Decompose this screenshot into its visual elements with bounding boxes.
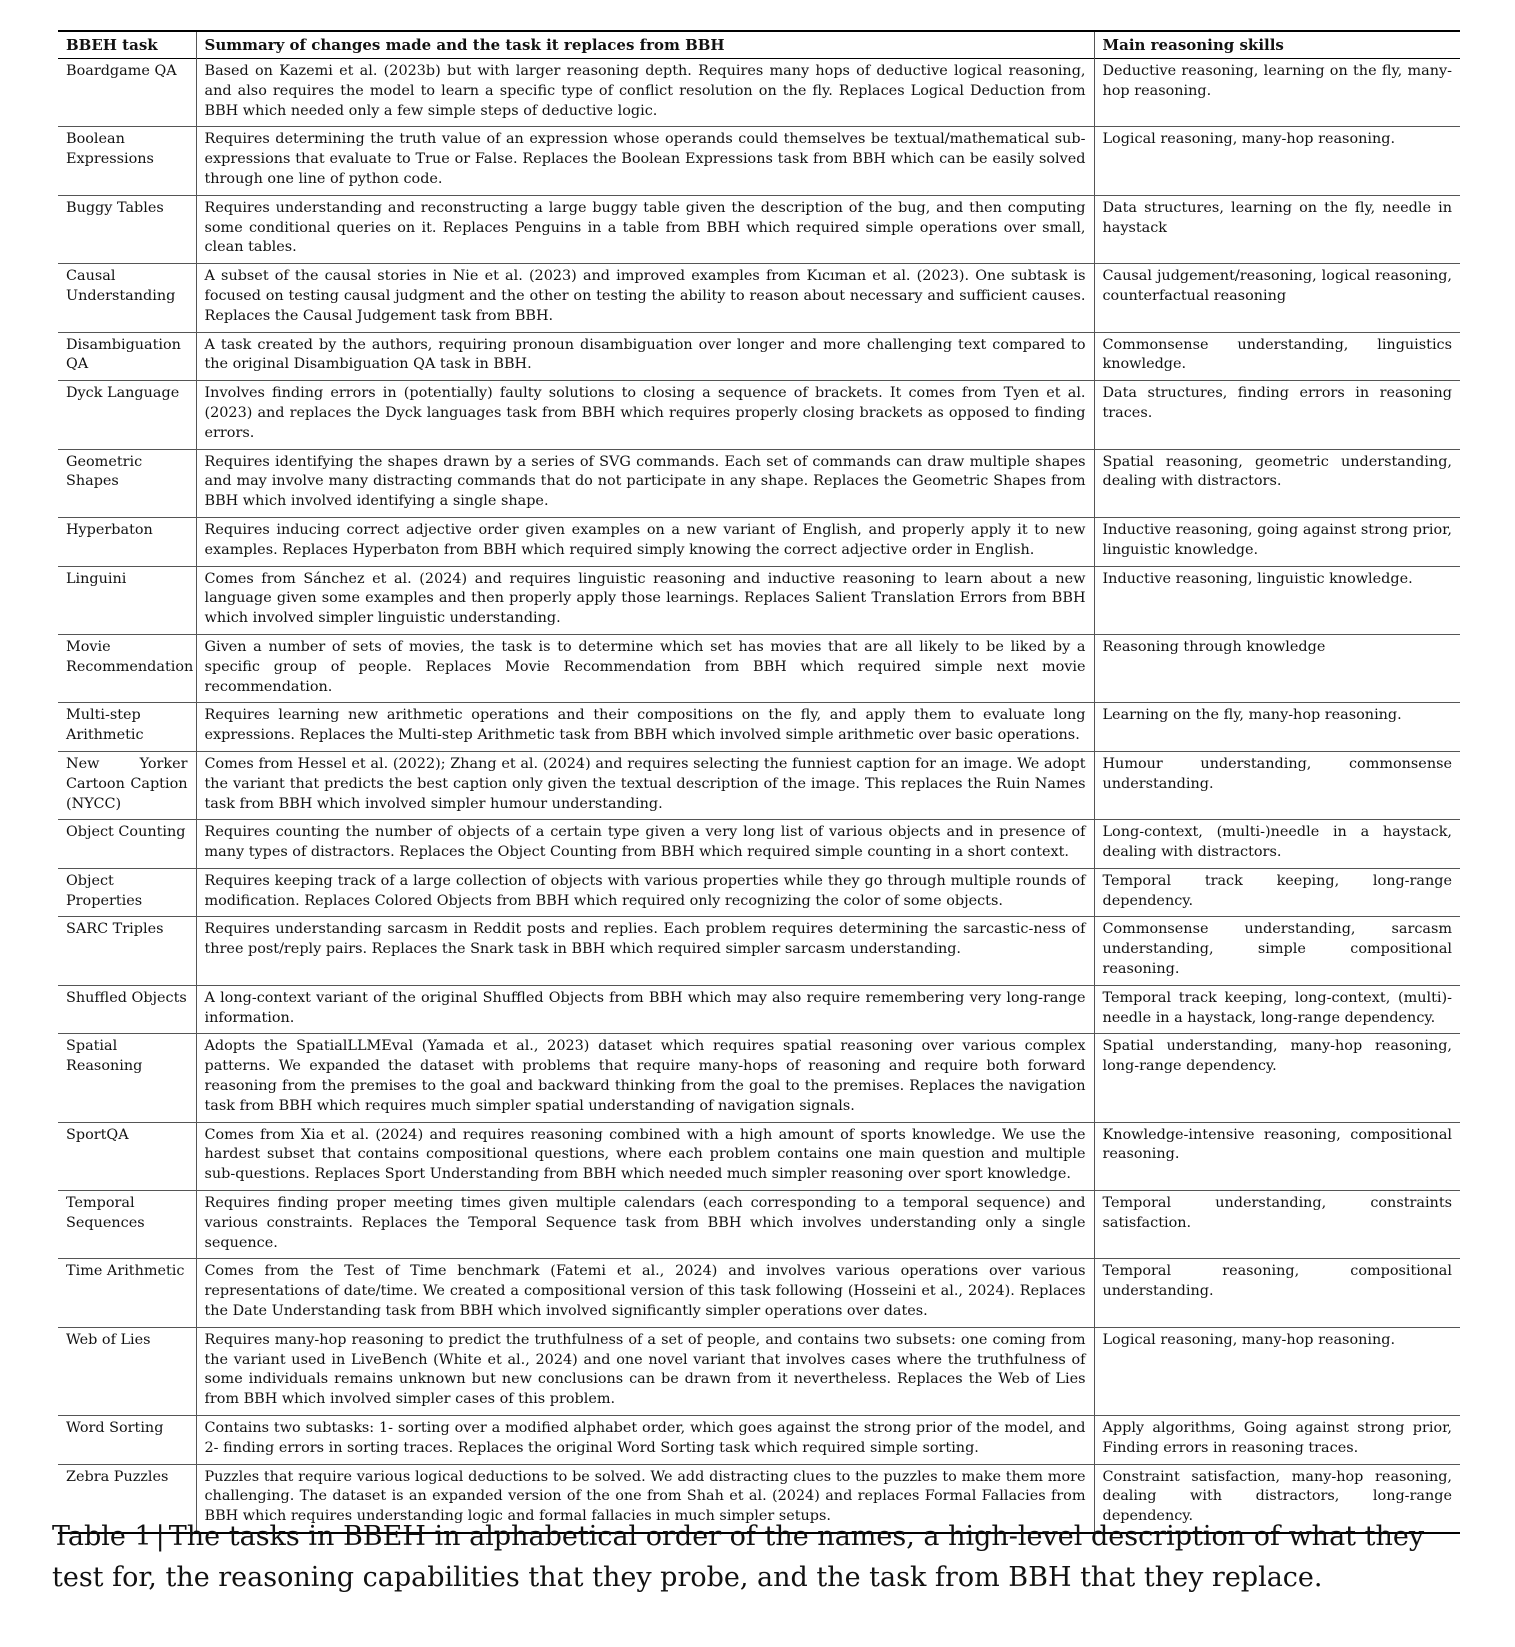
table-row — [58, 195, 1460, 263]
table-row — [58, 59, 1460, 127]
table-row — [58, 1416, 1460, 1465]
summary-cell: Comes from Xia et al. (2024) and requires reasoning combined with a high amount of sports knowledge. We use the hardest subset that contains compositional questions, where each problem contains one main question and multiple sub-questions. Replaces Sport Understanding from BBH which needed much simpler reasoning over sport knowledge. — [196, 1122, 1094, 1190]
header-skills: Main reasoning skills — [1094, 31, 1460, 59]
summary-cell: A task created by the authors, requiring pronoun disambiguation over longer and more challenging text compared to the original Disambiguation QA task in BBH. — [196, 332, 1094, 381]
task-cell: SportQA — [66, 1126, 129, 1143]
header-summary: Summary of changes made and the task it replaces from BBH — [196, 31, 1094, 59]
skills-cell: Constraint satisfaction, many-hop reasoning, dealing with distractors, long-range dependency. — [1094, 1464, 1460, 1533]
summary-cell: Requires counting the number of objects of a certain type given a very long list of various objects and in presence of many types of distractors. Replaces the Object Counting from BBH which required simple counting in a short context. — [196, 820, 1094, 869]
caption-separator: | — [155, 1521, 165, 1552]
summary-cell: Requires understanding and reconstructing a large buggy table given the description of the bug, and then computing some conditional queries on it. Replaces Penguins in a table from BBH which required simple operations over small, clean tables. — [196, 195, 1094, 263]
skills-cell: Logical reasoning, many-hop reasoning. — [1094, 127, 1460, 195]
skills-cell: Commonsense understanding, linguistics knowledge. — [1094, 332, 1460, 381]
table-row — [58, 868, 1460, 917]
table-row — [58, 1259, 1460, 1327]
summary-cell: Requires learning new arithmetic operations and their compositions on the fly, and apply them to evaluate long expressions. Replaces the Multi-step Arithmetic task from BBH which involved simple arithmetic over basic operations. — [196, 703, 1094, 752]
summary-cell: Comes from Hessel et al. (2022); Zhang et al. (2024) and requires selecting the funniest caption for an image. We adopt the variant that predicts the best caption only given the textual description of the image. This replaces the Ruin Names task from BBH which involved simpler humour understanding. — [196, 751, 1094, 819]
summary-cell: Requires keeping track of a large collection of objects with various properties while they go through multiple rounds of modification. Replaces Colored Objects from BBH which required only recognizing the color of some objects. — [196, 868, 1094, 917]
skills-cell: Temporal track keeping, long-range dependency. — [1094, 868, 1460, 917]
summary-cell: Involves finding errors in (potentially) faulty solutions to closing a sequence of brackets. It comes from Tyen et al. (2023) and replaces the Dyck languages task from BBH which requires properly closing brackets as opposed to finding errors. — [196, 381, 1094, 449]
skills-cell: Apply algorithms, Going against strong prior, Finding errors in reasoning traces. — [1094, 1416, 1460, 1465]
table-header-row — [58, 31, 1460, 59]
table-row — [58, 703, 1460, 752]
summary-cell: Comes from Sánchez et al. (2024) and requires linguistic reasoning and inductive reasoning to learn about a new language given some examples and then properly apply those learnings. Replaces Salient Translation Errors from BBH which involved simpler linguistic understanding. — [196, 566, 1094, 634]
task-cell: Spatial Reasoning — [66, 1038, 143, 1075]
table-row — [58, 1034, 1460, 1122]
skills-cell: Data structures, learning on the fly, needle in haystack — [1094, 195, 1460, 263]
summary-cell: Adopts the SpatialLLMEval (Yamada et al., 2023) dataset which requires spatial reasoning over various complex patterns. We expanded the dataset with problems that require many-hops of reasoning and require both forward reasoning from the premises to the goal and backward thinking from the goal to the premises. Replaces the navigation task from BBH which requires much simpler spatial understanding of navigation signals. — [196, 1034, 1094, 1122]
task-cell: Buggy Tables — [66, 199, 164, 216]
table-row — [58, 517, 1460, 566]
task-cell: Object Counting — [66, 824, 186, 841]
skills-cell: Knowledge-intensive reasoning, compositional reasoning. — [1094, 1122, 1460, 1190]
table-row — [58, 1327, 1460, 1415]
task-cell: Movie Recommendation — [66, 638, 194, 675]
skills-cell: Spatial understanding, many-hop reasoning, long-range dependency. — [1094, 1034, 1460, 1122]
summary-cell: Requires determining the truth value of an expression whose operands could themselves be textual/mathematical sub-expressions that evaluate to True or False. Replaces the Boolean Expressions task from BBH which can be easily solved through one line of python code. — [196, 127, 1094, 195]
summary-cell: A subset of the causal stories in Nie et al. (2023) and improved examples from Kıcıman et al. (2023). One subtask is focused on testing causal judgment and the other on testing the ability to reason about necessary and sufficient causes. Replaces the Causal Judgement task from BBH. — [196, 264, 1094, 332]
skills-cell: Long-context, (multi-)needle in a haystack, dealing with distractors. — [1094, 820, 1460, 869]
skills-cell: Temporal reasoning, compositional understanding. — [1094, 1259, 1460, 1327]
summary-cell: Comes from the Test of Time benchmark (Fatemi et al., 2024) and involves various operations over various representations of date/time. We created a compositional version of this task following (Hosseini et al., 2024). Replaces the Date Understanding task from BBH which involved significantly simpler operations over dates. — [196, 1259, 1094, 1327]
task-cell: SARC Triples — [66, 921, 164, 938]
task-cell: Linguini — [66, 570, 127, 587]
skills-cell: Commonsense understanding, sarcasm understanding, simple compositional reasoning. — [1094, 917, 1460, 985]
summary-cell: Requires many-hop reasoning to predict the truthfulness of a set of people, and contains two subsets: one coming from the variant used in LiveBench (White et al., 2024) and one novel variant that involves cases where the truthfulness of some individuals remains unknown but new conclusions can be drawn from it nevertheless. Replaces the Web of Lies from BBH which involved simpler cases of this problem. — [196, 1327, 1094, 1415]
skills-cell: Learning on the fly, many-hop reasoning. — [1094, 703, 1460, 752]
task-cell: Temporal Sequences — [66, 1195, 145, 1231]
skills-cell: Humour understanding, commonsense understanding. — [1094, 751, 1460, 819]
table-row — [58, 751, 1460, 819]
table-body — [58, 59, 1460, 1534]
skills-cell: Spatial reasoning, geometric understanding, dealing with distractors. — [1094, 449, 1460, 517]
task-cell: Boardgame QA — [66, 63, 177, 79]
task-cell: Geometric Shapes — [66, 453, 143, 490]
task-cell: Web of Lies — [66, 1331, 151, 1348]
task-cell: Word Sorting — [66, 1420, 164, 1437]
task-cell: Object Properties — [66, 872, 143, 909]
summary-cell: Requires finding proper meeting times given multiple calendars (each corresponding to a temporal sequence) and various constraints. Replaces the Temporal Sequence task from BBH which involves understanding only a single sequence. — [196, 1191, 1094, 1259]
table-row — [58, 917, 1460, 985]
table-row — [58, 1122, 1460, 1190]
table-row — [58, 820, 1460, 869]
task-cell: Hyperbaton — [66, 521, 153, 538]
table-row — [58, 985, 1460, 1034]
caption-text: The tasks in BBEH in alphabetical order of the names, a high-level description of what they test for, the reasoning capabilities that they probe, and the task from BBH that they replace. — [52, 1521, 1425, 1593]
skills-cell: Deductive reasoning, learning on the fly, many-hop reasoning. — [1094, 59, 1460, 127]
skills-cell: Logical reasoning, many-hop reasoning. — [1094, 1327, 1460, 1415]
table-row — [58, 381, 1460, 449]
task-cell: Disambiguation QA — [66, 336, 181, 373]
table-row — [58, 127, 1460, 195]
task-cell: Multi-step Arithmetic — [66, 707, 144, 744]
skills-cell: Reasoning through knowledge — [1094, 634, 1460, 702]
task-cell: Zebra Puzzles — [66, 1468, 169, 1485]
table-caption — [52, 1516, 1472, 1598]
skills-cell: Inductive reasoning, linguistic knowledge. — [1094, 566, 1460, 634]
summary-cell: Contains two subtasks: 1- sorting over a modified alphabet order, which goes against the strong prior of the model, and 2- finding errors in sorting traces. Replaces the original Word Sorting task which required simple sorting. — [196, 1416, 1094, 1465]
caption-label: Table 1 — [52, 1521, 152, 1552]
table-row — [58, 566, 1460, 634]
summary-cell: Based on Kazemi et al. (2023b) but with larger reasoning depth. Requires many hops of deductive logical reasoning, and also requires the model to learn a specific type of conflict resolution on the fly. Replaces Logical Deduction from BBH which needed only a few simple steps of deductive logic. — [196, 59, 1094, 127]
skills-cell: Temporal understanding, constraints satisfaction. — [1094, 1191, 1460, 1259]
task-cell: Boolean Expressions — [66, 131, 154, 168]
task-cell: Shuffled Objects — [66, 989, 187, 1006]
table-row — [58, 1191, 1460, 1259]
summary-cell: Given a number of sets of movies, the task is to determine which set has movies that are all likely to be liked by a specific group of people. Replaces Movie Recommendation from BBH which required simple next movie recommendation. — [196, 634, 1094, 702]
bbeh-task-table — [58, 30, 1460, 1534]
summary-cell: Puzzles that require various logical deductions to be solved. We add distracting clues to the puzzles to make them more challenging. The dataset is an expanded version of the one from Shah et al. (2024) and replaces Formal Fallacies from BBH which requires understanding logic and formal fallacies in much simpler setups. — [196, 1464, 1094, 1533]
table-row — [58, 449, 1460, 517]
task-cell: Dyck Language — [66, 385, 180, 402]
task-cell: Time Arithmetic — [66, 1263, 185, 1280]
summary-cell: Requires understanding sarcasm in Reddit posts and replies. Each problem requires determining the sarcastic-ness of three post/reply pairs. Replaces the Snark task in BBH which required simpler sarcasm understanding. — [196, 917, 1094, 985]
skills-cell: Data structures, finding errors in reasoning traces. — [1094, 381, 1460, 449]
skills-cell: Temporal track keeping, long-context, (multi)-needle in a haystack, long-range dependency. — [1094, 985, 1460, 1034]
summary-cell: Requires identifying the shapes drawn by a series of SVG commands. Each set of commands can draw multiple shapes and may involve many distracting commands that do not participate in any shape. Replaces the Geometric Shapes from BBH which involved identifying a single shape. — [196, 449, 1094, 517]
skills-cell: Causal judgement/reasoning, logical reasoning, counterfactual reasoning — [1094, 264, 1460, 332]
header-task: BBEH task — [66, 36, 158, 54]
task-cell: Causal Understanding — [66, 268, 176, 304]
table-row — [58, 332, 1460, 381]
skills-cell: Inductive reasoning, going against strong prior, linguistic knowledge. — [1094, 517, 1460, 566]
table-row — [58, 264, 1460, 332]
summary-cell: A long-context variant of the original Shuffled Objects from BBH which may also require remembering very long-range information. — [196, 985, 1094, 1034]
summary-cell: Requires inducing correct adjective order given examples on a new variant of English, and properly apply it to new examples. Replaces Hyperbaton from BBH which required simply knowing the correct adjective order in English. — [196, 517, 1094, 566]
task-cell: New Yorker Cartoon Caption (NYCC) — [66, 755, 188, 812]
table-row — [58, 634, 1460, 702]
